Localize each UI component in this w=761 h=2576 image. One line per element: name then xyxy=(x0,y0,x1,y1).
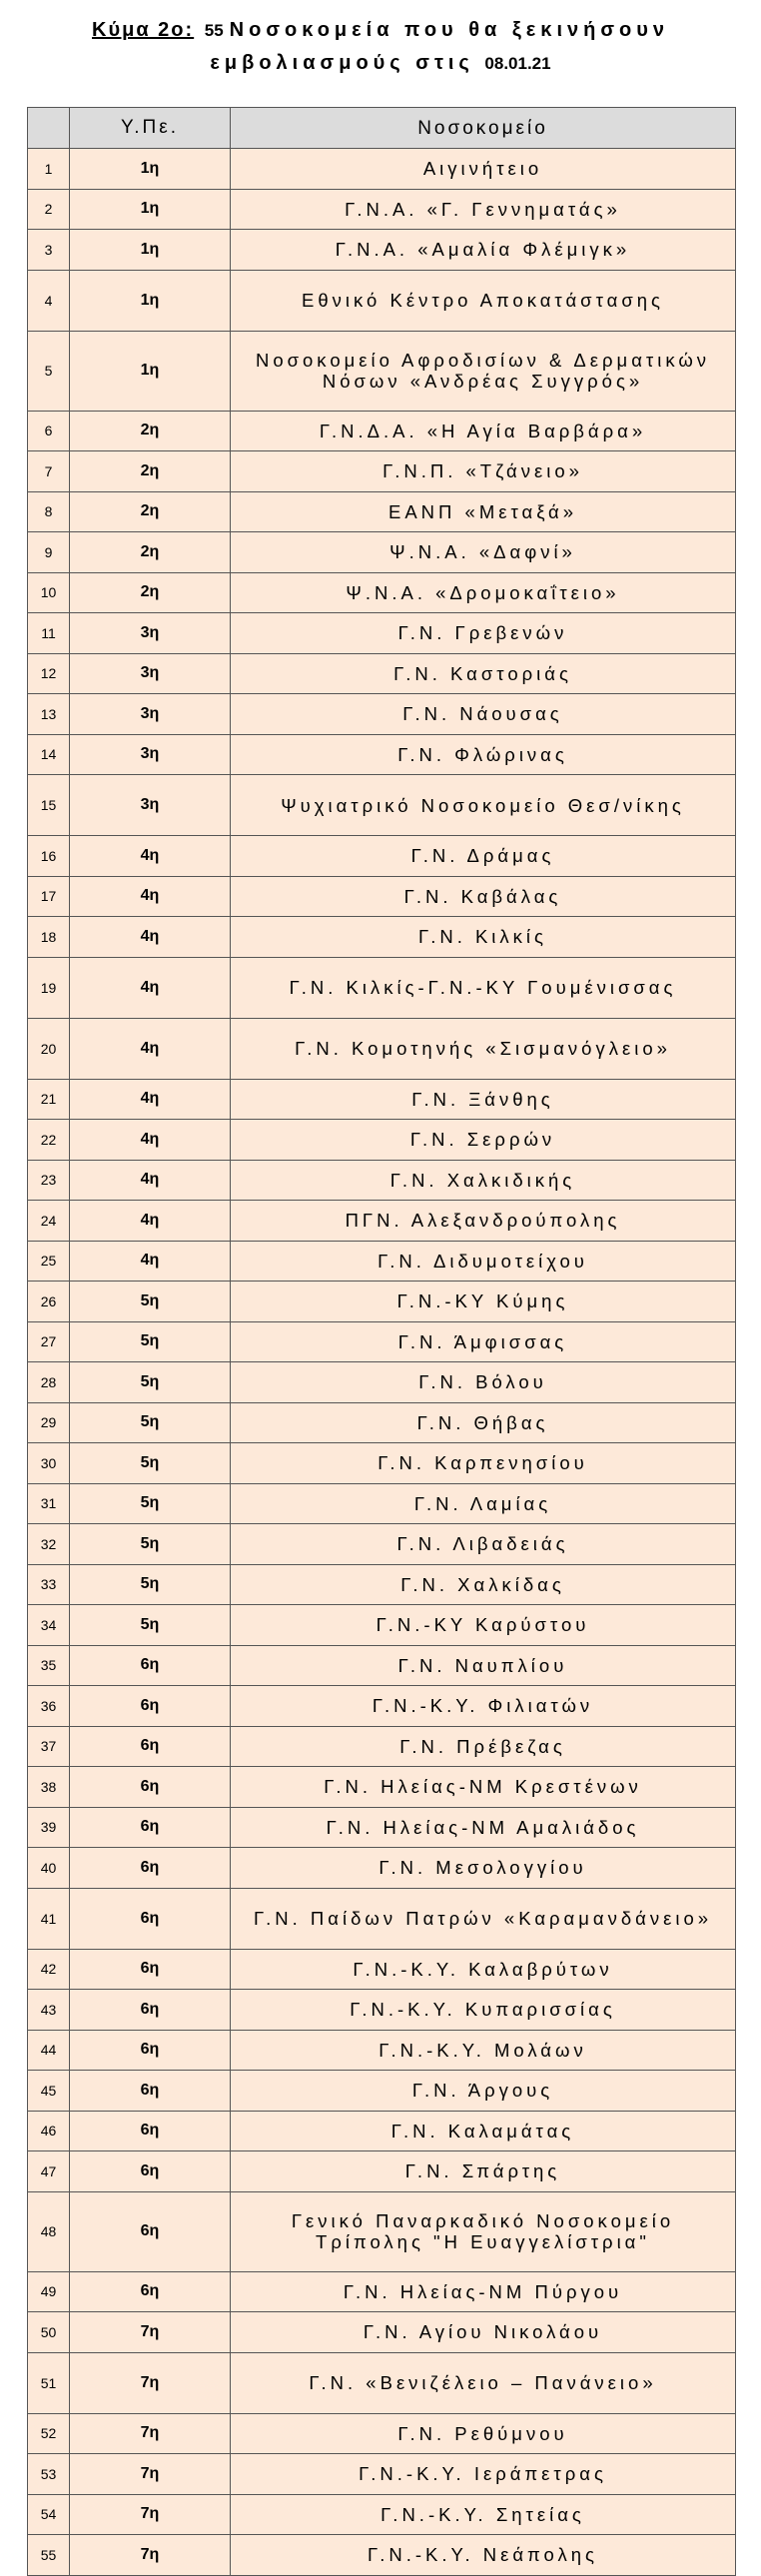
row-hospital-name: Γ.Ν. Παίδων Πατρών «Καραμανδάνειο» xyxy=(231,1888,736,1949)
row-ype: 2η xyxy=(70,572,231,613)
row-ype: 4η xyxy=(70,1079,231,1120)
row-hospital-name: Γ.Ν. Ηλείας-ΝΜ Αμαλιάδος xyxy=(231,1807,736,1848)
row-number: 44 xyxy=(28,2030,70,2071)
table-row xyxy=(28,1990,736,2031)
row-hospital-name: Γ.Ν. «Βενιζέλειο – Πανάνειο» xyxy=(231,2352,736,2413)
table-row xyxy=(28,1949,736,1990)
table-row xyxy=(28,1120,736,1161)
row-hospital-name: Γ.Ν.Α. «Αμαλία Φλέμιγκ» xyxy=(231,230,736,271)
row-number: 46 xyxy=(28,2111,70,2151)
title-date: 08.01.21 xyxy=(484,54,551,73)
row-ype: 3η xyxy=(70,653,231,694)
row-hospital-name: Γ.Ν. Κιλκίς xyxy=(231,917,736,958)
table-row xyxy=(28,491,736,532)
row-ype: 6η xyxy=(70,1686,231,1727)
row-number: 30 xyxy=(28,1443,70,1484)
row-ype: 6η xyxy=(70,1848,231,1889)
row-hospital-name: Γ.Ν. Ρεθύμνου xyxy=(231,2413,736,2454)
row-hospital-name: Γ.Ν. Λιβαδειάς xyxy=(231,1524,736,1565)
row-ype: 7η xyxy=(70,2535,231,2576)
header-ype: Υ.Πε. xyxy=(70,108,231,149)
table-row xyxy=(28,1282,736,1322)
title-text-1: Νοσοκομεία που θα ξεκινήσουν xyxy=(229,19,669,41)
row-ype: 6η xyxy=(70,2030,231,2071)
row-number: 50 xyxy=(28,2312,70,2353)
row-ype: 2η xyxy=(70,532,231,573)
row-hospital-name: Γ.Ν.-Κ.Υ. Μολάων xyxy=(231,2030,736,2071)
row-hospital-name: Γ.Ν.-Κ.Υ. Ιεράπετρας xyxy=(231,2454,736,2495)
table-row xyxy=(28,2413,736,2454)
table-row xyxy=(28,775,736,836)
row-ype: 5η xyxy=(70,1524,231,1565)
row-number: 10 xyxy=(28,572,70,613)
row-hospital-name: Γ.Ν. Βόλου xyxy=(231,1362,736,1403)
table-row xyxy=(28,836,736,877)
row-hospital-name: Γ.Ν. Χαλκίδας xyxy=(231,1564,736,1605)
table-row xyxy=(28,917,736,958)
table-row xyxy=(28,1564,736,1605)
row-hospital-name: Γ.Ν. Θήβας xyxy=(231,1402,736,1443)
table-row xyxy=(28,1524,736,1565)
row-hospital-name: Γ.Ν. Χαλκιδικής xyxy=(231,1160,736,1201)
row-ype: 4η xyxy=(70,1160,231,1201)
table-row xyxy=(28,1362,736,1403)
table-row xyxy=(28,1321,736,1362)
row-hospital-name: Γ.Ν. Νάουσας xyxy=(231,694,736,735)
row-number: 33 xyxy=(28,1564,70,1605)
table-row xyxy=(28,1079,736,1120)
table-row xyxy=(28,694,736,735)
row-number: 11 xyxy=(28,613,70,654)
table-row xyxy=(28,451,736,492)
row-number: 18 xyxy=(28,917,70,958)
row-number: 39 xyxy=(28,1807,70,1848)
row-number: 35 xyxy=(28,1645,70,1686)
row-hospital-name: Γ.Ν. Διδυμοτείχου xyxy=(231,1241,736,1282)
table-row xyxy=(28,2494,736,2535)
row-number: 1 xyxy=(28,149,70,190)
row-number: 43 xyxy=(28,1990,70,2031)
row-hospital-name: Γ.Ν. Δράμας xyxy=(231,836,736,877)
row-number: 38 xyxy=(28,1767,70,1808)
document-title xyxy=(0,0,761,92)
row-hospital-name: Γ.Ν. Ξάνθης xyxy=(231,1079,736,1120)
row-hospital-name: Νοσοκομείο Αφροδισίων & Δερματικών Νόσων «Ανδρέας Συγγρός» xyxy=(231,331,736,411)
table-row xyxy=(28,2352,736,2413)
row-number: 16 xyxy=(28,836,70,877)
row-number: 4 xyxy=(28,270,70,331)
table-row xyxy=(28,1848,736,1889)
row-number: 2 xyxy=(28,189,70,230)
table-row xyxy=(28,1160,736,1201)
title-line-1 xyxy=(0,14,761,47)
row-ype: 6η xyxy=(70,1888,231,1949)
row-ype: 6η xyxy=(70,1726,231,1767)
row-hospital-name: Γ.Ν. Κιλκίς-Γ.Ν.-ΚΥ Γουμένισσας xyxy=(231,957,736,1018)
row-ype: 6η xyxy=(70,2071,231,2112)
row-ype: 2η xyxy=(70,491,231,532)
row-hospital-name: ΠΓΝ. Αλεξανδρούπολης xyxy=(231,1201,736,1242)
table-row xyxy=(28,411,736,451)
row-hospital-name: Γ.Ν.-Κ.Υ. Κυπαρισσίας xyxy=(231,1990,736,2031)
table-row xyxy=(28,189,736,230)
row-ype: 7η xyxy=(70,2454,231,2495)
row-hospital-name: Ψυχιατρικό Νοσοκομείο Θεσ/νίκης xyxy=(231,775,736,836)
table-row xyxy=(28,1767,736,1808)
row-ype: 5η xyxy=(70,1282,231,1322)
row-ype: 7η xyxy=(70,2352,231,2413)
row-ype: 4η xyxy=(70,1120,231,1161)
table-row xyxy=(28,2111,736,2151)
row-number: 14 xyxy=(28,734,70,775)
row-hospital-name: Γ.Ν.Π. «Τζάνειο» xyxy=(231,451,736,492)
row-number: 7 xyxy=(28,451,70,492)
row-hospital-name: Γ.Ν.-ΚΥ Κύμης xyxy=(231,1282,736,1322)
table-row xyxy=(28,734,736,775)
row-number: 40 xyxy=(28,1848,70,1889)
row-hospital-name: Γ.Ν. Καλαμάτας xyxy=(231,2111,736,2151)
table-row xyxy=(28,1443,736,1484)
table-row xyxy=(28,1645,736,1686)
row-ype: 7η xyxy=(70,2494,231,2535)
row-ype: 4η xyxy=(70,1018,231,1079)
row-number: 15 xyxy=(28,775,70,836)
table-row xyxy=(28,532,736,573)
row-hospital-name: Γ.Ν. Μεσολογγίου xyxy=(231,1848,736,1889)
row-hospital-name: Γ.Ν. Καβάλας xyxy=(231,876,736,917)
table-row xyxy=(28,1483,736,1524)
row-ype: 4η xyxy=(70,1201,231,1242)
row-number: 28 xyxy=(28,1362,70,1403)
row-hospital-name: Γ.Ν.-Κ.Υ. Νεάπολης xyxy=(231,2535,736,2576)
row-hospital-name: Γ.Ν.Δ.Α. «Η Αγία Βαρβάρα» xyxy=(231,411,736,451)
row-ype: 4η xyxy=(70,836,231,877)
row-ype: 6η xyxy=(70,2151,231,2192)
row-hospital-name: Γ.Ν. Φλώρινας xyxy=(231,734,736,775)
row-ype: 3η xyxy=(70,694,231,735)
row-number: 8 xyxy=(28,491,70,532)
row-hospital-name: Αιγινήτειο xyxy=(231,149,736,190)
row-number: 6 xyxy=(28,411,70,451)
row-hospital-name: Γ.Ν. Σπάρτης xyxy=(231,2151,736,2192)
row-hospital-name: Εθνικό Κέντρο Αποκατάστασης xyxy=(231,270,736,331)
row-ype: 6η xyxy=(70,1807,231,1848)
row-ype: 4η xyxy=(70,876,231,917)
table-row xyxy=(28,1241,736,1282)
row-number: 19 xyxy=(28,957,70,1018)
row-ype: 1η xyxy=(70,149,231,190)
row-ype: 3η xyxy=(70,775,231,836)
row-ype: 3η xyxy=(70,613,231,654)
row-number: 34 xyxy=(28,1605,70,1646)
row-hospital-name: Γ.Ν.-Κ.Υ. Σητείας xyxy=(231,2494,736,2535)
row-number: 53 xyxy=(28,2454,70,2495)
row-number: 12 xyxy=(28,653,70,694)
table-row xyxy=(28,2312,736,2353)
table-row xyxy=(28,1726,736,1767)
table-row xyxy=(28,2151,736,2192)
row-number: 48 xyxy=(28,2191,70,2271)
row-number: 9 xyxy=(28,532,70,573)
row-ype: 7η xyxy=(70,2413,231,2454)
row-ype: 6η xyxy=(70,2271,231,2312)
table-row xyxy=(28,270,736,331)
table-row xyxy=(28,2071,736,2112)
header-number xyxy=(28,108,70,149)
row-hospital-name: Γ.Ν. Ηλείας-ΝΜ Πύργου xyxy=(231,2271,736,2312)
row-ype: 5η xyxy=(70,1443,231,1484)
row-hospital-name: Ψ.Ν.Α. «Δαφνί» xyxy=(231,532,736,573)
row-hospital-name: Γ.Ν.-ΚΥ Καρύστου xyxy=(231,1605,736,1646)
row-number: 25 xyxy=(28,1241,70,1282)
row-hospital-name: Γ.Ν. Γρεβενών xyxy=(231,613,736,654)
row-hospital-name: Γ.Ν. Σερρών xyxy=(231,1120,736,1161)
row-hospital-name: Γ.Ν. Πρέβεζας xyxy=(231,1726,736,1767)
row-number: 41 xyxy=(28,1888,70,1949)
table-row xyxy=(28,1888,736,1949)
row-hospital-name: Γ.Ν.-Κ.Υ. Φιλιατών xyxy=(231,1686,736,1727)
row-number: 47 xyxy=(28,2151,70,2192)
row-hospital-name: Γ.Ν. Καρπενησίου xyxy=(231,1443,736,1484)
table-row xyxy=(28,876,736,917)
row-number: 26 xyxy=(28,1282,70,1322)
row-ype: 5η xyxy=(70,1362,231,1403)
table-row xyxy=(28,331,736,411)
row-hospital-name: Γ.Ν. Λαμίας xyxy=(231,1483,736,1524)
row-hospital-name: Γ.Ν.-Κ.Υ. Καλαβρύτων xyxy=(231,1949,736,1990)
table-row xyxy=(28,2030,736,2071)
row-ype: 1η xyxy=(70,331,231,411)
row-number: 49 xyxy=(28,2271,70,2312)
table-row xyxy=(28,1686,736,1727)
row-hospital-name: Γ.Ν.Α. «Γ. Γεννηματάς» xyxy=(231,189,736,230)
table-row xyxy=(28,149,736,190)
row-number: 55 xyxy=(28,2535,70,2576)
table-row xyxy=(28,1201,736,1242)
header-hospital: Νοσοκομείο xyxy=(231,108,736,149)
row-number: 23 xyxy=(28,1160,70,1201)
row-number: 31 xyxy=(28,1483,70,1524)
table-row xyxy=(28,230,736,271)
table-row xyxy=(28,653,736,694)
row-number: 29 xyxy=(28,1402,70,1443)
row-ype: 6η xyxy=(70,1990,231,2031)
row-ype: 5η xyxy=(70,1402,231,1443)
row-number: 13 xyxy=(28,694,70,735)
row-hospital-name: Γ.Ν. Άμφισσας xyxy=(231,1321,736,1362)
row-ype: 4η xyxy=(70,1241,231,1282)
row-ype: 6η xyxy=(70,2111,231,2151)
row-hospital-name: Γ.Ν. Άργους xyxy=(231,2071,736,2112)
table-row xyxy=(28,2191,736,2271)
row-hospital-name: Γ.Ν. Κομοτηνής «Σισμανόγλειο» xyxy=(231,1018,736,1079)
row-hospital-name: Γ.Ν. Αγίου Νικολάου xyxy=(231,2312,736,2353)
row-number: 22 xyxy=(28,1120,70,1161)
row-number: 51 xyxy=(28,2352,70,2413)
row-number: 45 xyxy=(28,2071,70,2112)
row-number: 37 xyxy=(28,1726,70,1767)
row-number: 42 xyxy=(28,1949,70,1990)
row-ype: 6η xyxy=(70,1949,231,1990)
row-hospital-name: Γ.Ν. Καστοριάς xyxy=(231,653,736,694)
row-number: 17 xyxy=(28,876,70,917)
hospitals-table-body xyxy=(28,108,736,2576)
row-number: 24 xyxy=(28,1201,70,1242)
row-ype: 1η xyxy=(70,189,231,230)
row-ype: 6η xyxy=(70,1645,231,1686)
row-ype: 1η xyxy=(70,270,231,331)
table-row xyxy=(28,613,736,654)
hospitals-table xyxy=(27,107,736,2576)
row-ype: 7η xyxy=(70,2312,231,2353)
row-hospital-name: Γενικό Παναρκαδικό Νοσοκομείο Τρίπολης "Η Ευαγγελίστρια" xyxy=(231,2191,736,2271)
table-row xyxy=(28,1402,736,1443)
row-number: 36 xyxy=(28,1686,70,1727)
row-hospital-name: Γ.Ν. Ηλείας-ΝΜ Κρεστένων xyxy=(231,1767,736,1808)
row-number: 32 xyxy=(28,1524,70,1565)
table-row xyxy=(28,957,736,1018)
row-ype: 2η xyxy=(70,451,231,492)
row-number: 52 xyxy=(28,2413,70,2454)
title-text-2: εμβολιασμούς στις xyxy=(210,52,474,74)
table-row xyxy=(28,572,736,613)
row-ype: 4η xyxy=(70,917,231,958)
row-number: 5 xyxy=(28,331,70,411)
row-number: 21 xyxy=(28,1079,70,1120)
table-row xyxy=(28,1018,736,1079)
row-ype: 1η xyxy=(70,230,231,271)
row-number: 20 xyxy=(28,1018,70,1079)
row-number: 27 xyxy=(28,1321,70,1362)
row-ype: 5η xyxy=(70,1564,231,1605)
row-ype: 5η xyxy=(70,1321,231,1362)
title-line-2 xyxy=(0,47,761,80)
row-number: 54 xyxy=(28,2494,70,2535)
table-row xyxy=(28,1605,736,1646)
hospital-count: 55 xyxy=(204,21,224,40)
row-hospital-name: ΕΑΝΠ «Μεταξά» xyxy=(231,491,736,532)
table-row xyxy=(28,2454,736,2495)
table-row xyxy=(28,1807,736,1848)
row-ype: 6η xyxy=(70,2191,231,2271)
row-ype: 6η xyxy=(70,1767,231,1808)
row-hospital-name: Γ.Ν. Ναυπλίου xyxy=(231,1645,736,1686)
table-header-row xyxy=(28,108,736,149)
table-row xyxy=(28,2535,736,2576)
row-ype: 2η xyxy=(70,411,231,451)
row-hospital-name: Ψ.Ν.Α. «Δρομοκαΐτειο» xyxy=(231,572,736,613)
row-ype: 5η xyxy=(70,1483,231,1524)
row-number: 3 xyxy=(28,230,70,271)
row-ype: 5η xyxy=(70,1605,231,1646)
row-ype: 4η xyxy=(70,957,231,1018)
wave-label: Κύμα 2ο: xyxy=(92,19,195,41)
row-ype: 3η xyxy=(70,734,231,775)
table-row xyxy=(28,2271,736,2312)
